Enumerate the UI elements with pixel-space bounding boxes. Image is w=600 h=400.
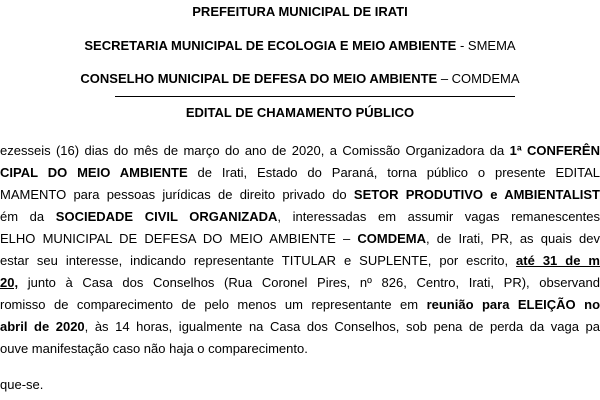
body-line-2-text: de Irati, Estado do Paraná, torna público o presente EDITAL: [187, 165, 600, 180]
body-line-8: [0, 297, 600, 313]
header-conselho: [0, 71, 600, 87]
body-line-4-text-a: ém da: [0, 209, 56, 224]
body-line-7: [0, 275, 600, 291]
body-line-1-bold: 1ª CONFERÊN: [509, 143, 600, 158]
body-line-1: [0, 143, 600, 159]
header-conselho-name: CONSELHO MUNICIPAL DE DEFESA DO MEIO AMBIENTE: [80, 71, 438, 86]
body-line-10: ouve manifestação caso não haja o comparecimento.: [0, 341, 308, 356]
body-line-2: [0, 165, 600, 181]
body-line-5: [0, 231, 600, 247]
header-secretaria-name: SECRETARIA MUNICIPAL DE ECOLOGIA E MEIO AMBIENTE: [84, 38, 457, 53]
body-line-3: [0, 187, 600, 203]
body-line-1-text: ezesseis (16) dias do mês de março do ano de 2020, a Comissão Organizadora da: [0, 143, 510, 158]
header-conselho-acronym: – COMDEMA: [437, 71, 520, 86]
body-line-6: [0, 253, 600, 269]
body-line-6-text: estar seu interesse, indicando representante TITULAR e SUPLENTE, por escrito,: [0, 253, 517, 268]
header-secretaria: [0, 38, 600, 54]
body-line-8-bold: reunião para ELEIÇÃO no: [426, 297, 600, 312]
body-line-11: que-se.: [0, 377, 44, 392]
body-line-2-bold: CIPAL DO MEIO AMBIENTE: [0, 165, 188, 180]
body-line-3-bold: SETOR PRODUTIVO e AMBIENTALIST: [353, 187, 600, 202]
body-line-7-text: junto à Casa dos Conselhos (Rua Coronel Pires, nº 826, Centro, Irati, PR), observand: [18, 275, 600, 290]
body-line-5-text-a: ELHO MUNICIPAL DE DEFESA DO MEIO AMBIENTE –: [0, 231, 358, 246]
body-line-4-text-c: , interessadas em assumir vagas remanescentes: [277, 209, 600, 224]
header-prefeitura: PREFEITURA MUNICIPAL DE IRATI: [192, 4, 408, 19]
header-divider: [115, 96, 515, 97]
body-line-5-text-c: , de Irati, PR, as quais dev: [426, 231, 600, 246]
body-line-5-bold: COMDEMA: [357, 231, 426, 246]
body-line-6-deadline: até 31 de m: [516, 253, 600, 268]
body-line-8-text: romisso de comparecimento de pelo menos um representante em: [0, 297, 427, 312]
body-line-3-text: MAMENTO para pessoas jurídicas de direito privado do: [0, 187, 354, 202]
document-title: EDITAL DE CHAMAMENTO PÚBLICO: [185, 105, 415, 120]
body-line-4: [0, 209, 600, 225]
body-line-4-bold: SOCIEDADE CIVIL ORGANIZADA: [55, 209, 278, 224]
body-line-7-year: 20,: [0, 275, 19, 290]
body-line-9-date: abril de 2020: [0, 319, 85, 334]
header-secretaria-acronym: - SMEMA: [456, 38, 516, 53]
body-line-9-text: , às 14 horas, igualmente na Casa dos Conselhos, sob pena de perda da vaga pa: [84, 319, 600, 334]
body-line-9: [0, 319, 600, 335]
